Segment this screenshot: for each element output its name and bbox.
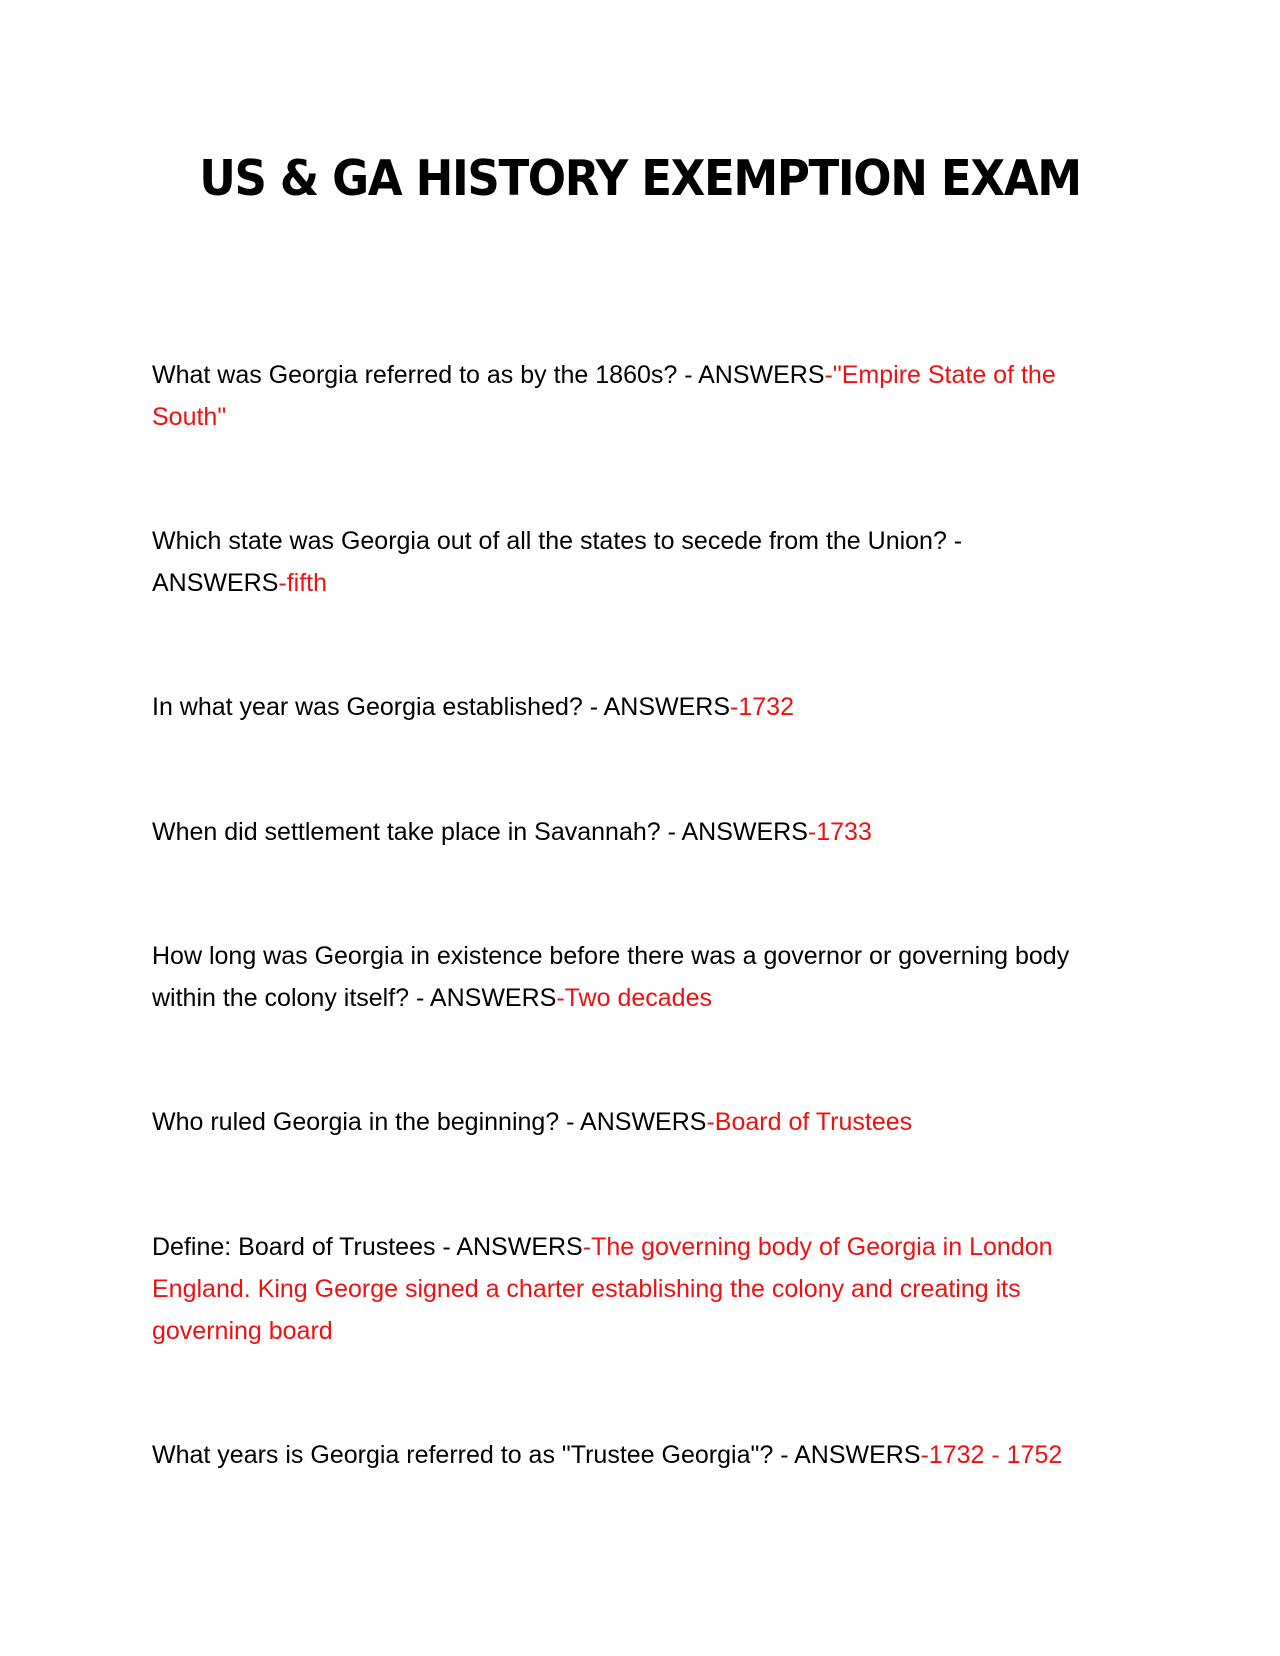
qa-item xyxy=(152,935,1077,1019)
question-text: What was Georgia referred to as by the 1860s? - ANSWERS xyxy=(152,361,825,389)
answer-text: -Board of Trustees xyxy=(706,1108,913,1136)
qa-item xyxy=(152,354,1117,438)
qa-item xyxy=(152,811,1122,853)
answer-text: -Two decades xyxy=(556,984,712,1012)
qa-item xyxy=(152,1434,1122,1476)
question-text: When did settlement take place in Savannah? - ANSWERS xyxy=(152,818,808,846)
qa-item xyxy=(152,520,1032,604)
answer-text: -The governing body of Georgia in London England. King George signed a charter establishing the colony and creating its governing board xyxy=(152,1233,1053,1345)
question-text: In what year was Georgia established? - ANSWERS xyxy=(152,693,731,721)
qa-item xyxy=(152,686,1122,728)
document-title: US & GA HISTORY EXEMPTION EXAM xyxy=(199,150,1081,207)
question-text: How long was Georgia in existence before there was a governor or governing body within the colony itself? - ANSWERS xyxy=(152,942,1070,1012)
question-text: Define: Board of Trustees - ANSWERS xyxy=(152,1233,583,1261)
qa-item xyxy=(152,1226,1112,1352)
answer-text: -fifth xyxy=(278,569,328,597)
qa-item xyxy=(152,1101,1122,1143)
question-text: What years is Georgia referred to as "Trustee Georgia"? - ANSWERS xyxy=(152,1441,921,1469)
question-text: Who ruled Georgia in the beginning? - ANSWERS xyxy=(152,1108,707,1136)
answer-text: -1732 - 1752 xyxy=(920,1441,1063,1469)
question-text: Which state was Georgia out of all the states to secede from the Union? - ANSWERS xyxy=(152,527,963,597)
answer-text: -1733 xyxy=(807,818,872,846)
answer-text: -"Empire State of the South" xyxy=(152,361,1056,431)
answer-text: -1732 xyxy=(730,693,794,721)
